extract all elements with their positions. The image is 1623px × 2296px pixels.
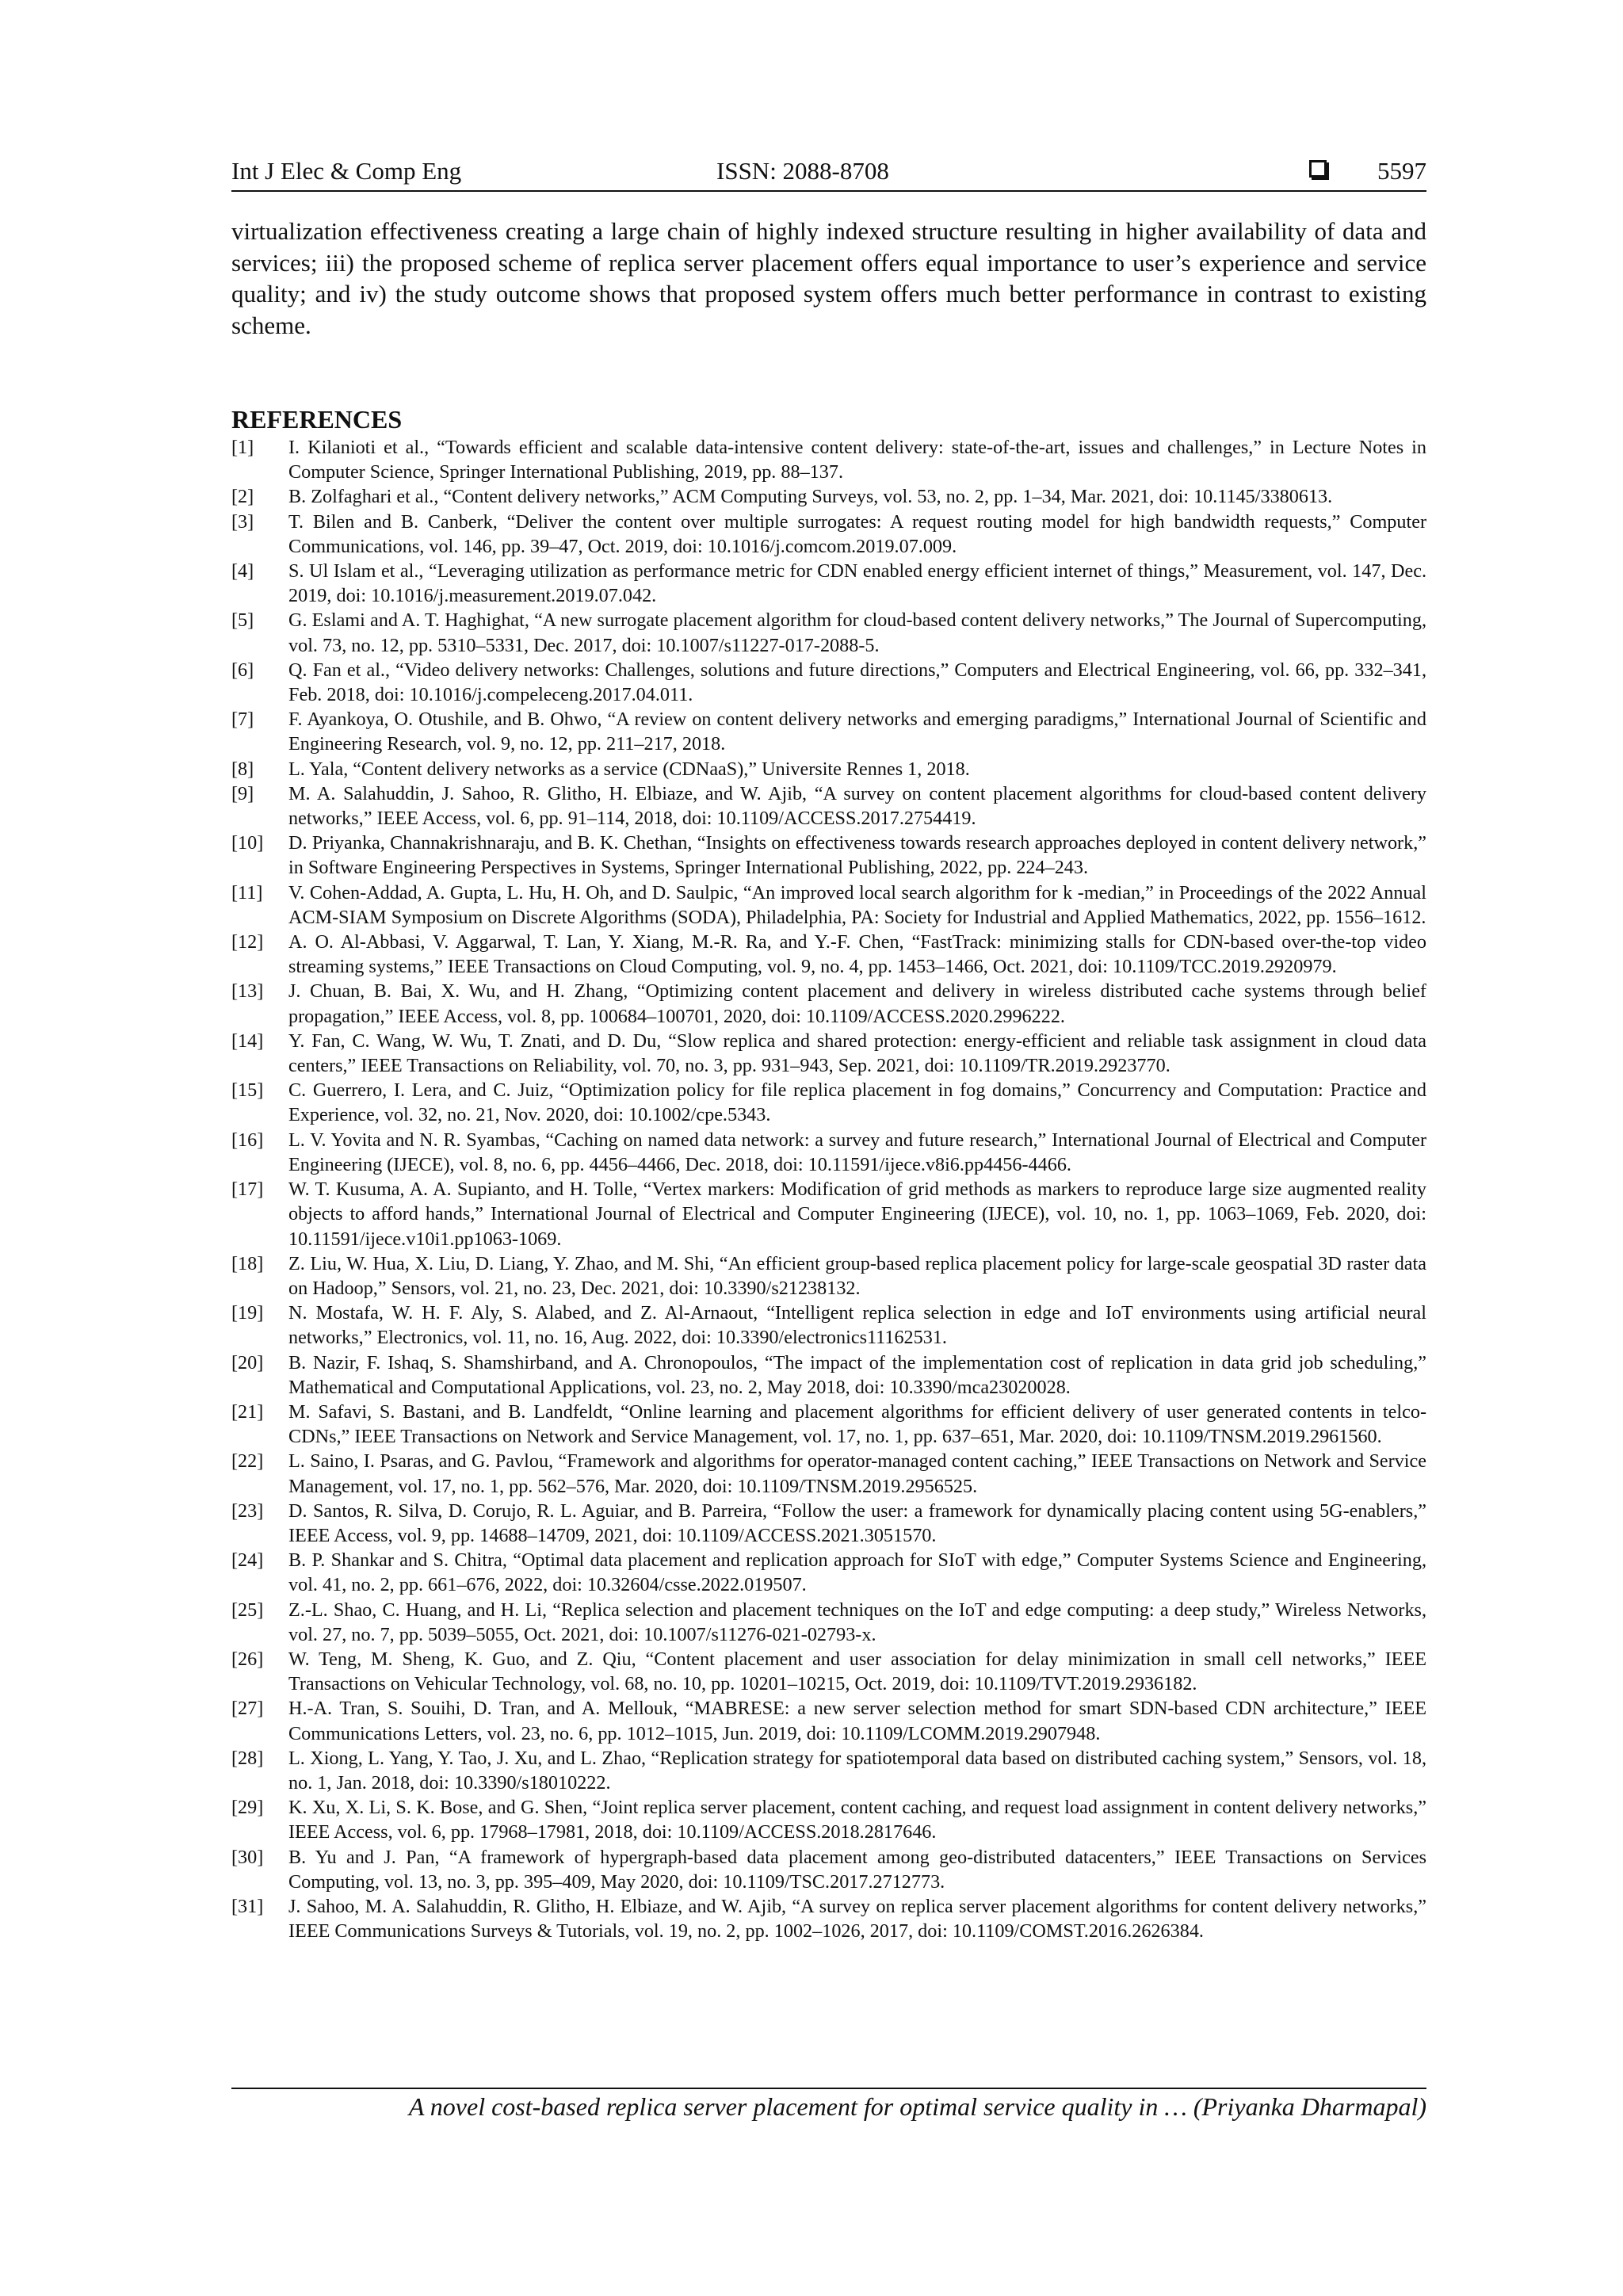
reference-text: Y. Fan, C. Wang, W. Wu, T. Znati, and D. Du, “Slow replica and shared protection: energy-efficient and reliable task assignment in cloud data centers,” IEEE Transactions on Reliability, vol. 70, no. 3, pp. 931–943, Sep. 2021, doi: 10.1109/TR.2019.2923770. bbox=[288, 1030, 1426, 1077]
reference-item bbox=[231, 1548, 1426, 1597]
reference-item bbox=[231, 781, 1426, 831]
reference-item bbox=[231, 831, 1426, 880]
reference-number: [6] bbox=[231, 659, 254, 681]
reference-text: W. Teng, M. Sheng, K. Guo, and Z. Qiu, “Content placement and user association for delay minimization in small cell networks,” IEEE Transactions on Vehicular Technology, vol. 68, no. 10, pp. 10201–10215, Oct. 2019, doi: 10.1109/TVT.2019.2936182. bbox=[288, 1648, 1426, 1695]
issn-label: ISSN: 2088-8708 bbox=[716, 157, 889, 185]
body-paragraph: virtualization effectiveness creating a large chain of highly indexed structure resulting in higher availability of data and services; iii) the proposed scheme of replica server placement offers equal importance to user’s experience and service quality; and iv) the study outcome shows that proposed system offers much better performance in contrast to existing scheme. bbox=[231, 217, 1426, 339]
reference-number: [1] bbox=[231, 437, 254, 458]
reference-item bbox=[231, 1845, 1426, 1894]
reference-item bbox=[231, 1696, 1426, 1745]
reference-text: Z.-L. Shao, C. Huang, and H. Li, “Replica selection and placement techniques on the IoT and edge computing: a deep study,” Wireless Networks, vol. 27, no. 7, pp. 5039–5055, Oct. 2021, doi: 10.1007/s11276-021-02793-x. bbox=[288, 1599, 1426, 1645]
reference-number: [22] bbox=[231, 1450, 264, 1473]
reference-item bbox=[231, 1598, 1426, 1647]
reference-number: [12] bbox=[231, 931, 264, 953]
reference-number: [14] bbox=[231, 1030, 264, 1052]
reference-text: D. Priyanka, Channakrishnaraju, and B. K. Chethan, “Insights on effectiveness towards research approaches deployed in content delivery network,” in Software Engineering Perspectives in Systems, Springer International Publishing, 2022, pp. 224–243. bbox=[288, 832, 1426, 879]
reference-number: [5] bbox=[231, 609, 254, 632]
reference-number: [27] bbox=[231, 1698, 264, 1720]
reference-item bbox=[231, 1499, 1426, 1548]
reference-text: Q. Fan et al., “Video delivery networks: Challenges, solutions and future directions,” Computers and Electrical Engineering, vol. 66, pp. 332–341, Feb. 2018, doi: 10.1016/j.compeleceng.2017.04.011. bbox=[288, 659, 1426, 706]
reference-number: [25] bbox=[231, 1599, 264, 1621]
reference-item bbox=[231, 435, 1426, 484]
reference-item bbox=[231, 881, 1426, 930]
reference-number: [20] bbox=[231, 1351, 264, 1373]
reference-number: [26] bbox=[231, 1648, 264, 1670]
reference-text: L. Yala, “Content delivery networks as a service (CDNaaS),” Universite Rennes 1, 2018. bbox=[288, 758, 970, 780]
reference-item bbox=[231, 1078, 1426, 1127]
header-divider bbox=[231, 190, 1426, 192]
reference-number: [9] bbox=[231, 782, 254, 804]
reference-item bbox=[231, 1746, 1426, 1795]
reference-number: [19] bbox=[231, 1302, 264, 1324]
reference-number: [30] bbox=[231, 1846, 264, 1868]
running-footer: A novel cost-based replica server placement for optimal service quality in … (Priyanka Dharmapal) bbox=[408, 2092, 1426, 2121]
reference-item bbox=[231, 1128, 1426, 1177]
reference-text: L. V. Yovita and N. R. Syambas, “Caching on named data network: a survey and future research,” International Journal of Electrical and Computer Engineering (IJECE), vol. 8, no. 6, pp. 4456–4466, Dec. 2018, doi: 10.11591/ijece.v8i6.pp4456-4466. bbox=[288, 1129, 1426, 1175]
reference-number: [31] bbox=[231, 1895, 264, 1917]
reference-number: [10] bbox=[231, 832, 264, 854]
reference-number: [11] bbox=[231, 881, 263, 904]
reference-item bbox=[231, 559, 1426, 608]
reference-text: K. Xu, X. Li, S. K. Bose, and G. Shen, “Joint replica server placement, content caching, and request load assignment in content delivery networks,” IEEE Access, vol. 6, pp. 17968–17981, 2018, doi: 10.1109/ACCESS.2018.2817646. bbox=[288, 1797, 1426, 1843]
reference-item bbox=[231, 510, 1426, 559]
reference-item bbox=[231, 1647, 1426, 1696]
reference-item bbox=[231, 1795, 1426, 1844]
page-number: 5597 bbox=[1377, 157, 1426, 185]
reference-number: [4] bbox=[231, 560, 254, 583]
reference-text: N. Mostafa, W. H. F. Aly, S. Alabed, and Z. Al-Arnaout, “Intelligent replica selection in edge and IoT environments using artificial neural networks,” Electronics, vol. 11, no. 16, Aug. 2022, doi: 10.3390/electronics11162531. bbox=[288, 1302, 1426, 1349]
reference-item bbox=[231, 484, 1426, 509]
reference-number: [3] bbox=[231, 510, 254, 533]
reference-number: [16] bbox=[231, 1129, 264, 1151]
references-heading: REFERENCES bbox=[231, 405, 403, 434]
reference-text: F. Ayankoya, O. Otushile, and B. Ohwo, “A review on content delivery networks and emerging paradigms,” International Journal of Scientific and Engineering Research, vol. 9, no. 12, pp. 211–217, 2018. bbox=[288, 709, 1426, 755]
reference-text: A. O. Al-Abbasi, V. Aggarwal, T. Lan, Y. Xiang, M.-R. Ra, and Y.-F. Chen, “FastTrack: minimizing stalls for CDN-based over-the-top video streaming systems,” IEEE Transactions on Cloud Computing, vol. 9, no. 4, pp. 1453–1466, Oct. 2021, doi: 10.1109/TCC.2019.2920979. bbox=[288, 931, 1426, 978]
reference-text: M. Safavi, S. Bastani, and B. Landfeldt, “Online learning and placement algorithms for efficient delivery of user generated contents in telco-CDNs,” IEEE Transactions on Network and Service Management, vol. 17, no. 1, pp. 637–651, Mar. 2020, doi: 10.1109/TNSM.2019.2961560. bbox=[288, 1400, 1426, 1448]
reference-text: Z. Liu, W. Hua, X. Liu, D. Liang, Y. Zhao, and M. Shi, “An efficient group-based replica placement policy for large-scale geospatial 3D raster data on Hadoop,” Sensors, vol. 21, no. 23, Dec. 2021, doi: 10.3390/s21238132. bbox=[288, 1252, 1426, 1299]
reference-text: H.-A. Tran, S. Souihi, D. Tran, and A. Mellouk, “MABRESE: a new server selection method for smart SDN-based CDN architecture,” IEEE Communications Letters, vol. 23, no. 6, pp. 1012–1015, Jun. 2019, doi: 10.1109/LCOMM.2019.2907948. bbox=[288, 1698, 1426, 1744]
reference-item bbox=[231, 930, 1426, 979]
reference-item bbox=[231, 1251, 1426, 1301]
reference-number: [28] bbox=[231, 1747, 264, 1769]
reference-item bbox=[231, 1449, 1426, 1498]
reference-text: L. Xiong, L. Yang, Y. Tao, J. Xu, and L. Zhao, “Replication strategy for spatiotemporal data based on distributed caching system,” Sensors, vol. 18, no. 1, Jan. 2018, doi: 10.3390/s18010222. bbox=[288, 1747, 1426, 1794]
reference-text: I. Kilanioti et al., “Towards efficient and scalable data-intensive content delivery: state-of-the-art, issues and challenges,” in Lecture Notes in Computer Science, Springer International Publishing, 2019, pp. 88–137. bbox=[288, 437, 1426, 483]
reference-item bbox=[231, 1400, 1426, 1449]
reference-text: C. Guerrero, I. Lera, and C. Juiz, “Optimization policy for file replica placement in fog domains,” Concurrency and Computation: Practice and Experience, vol. 32, no. 21, Nov. 2020, doi: 10.1002/cpe.5343. bbox=[288, 1079, 1426, 1126]
reference-number: [23] bbox=[231, 1499, 264, 1522]
reference-number: [8] bbox=[231, 758, 254, 780]
footer-divider bbox=[231, 2088, 1426, 2089]
reference-text: B. Yu and J. Pan, “A framework of hypergraph-based data placement among geo-distributed datacenters,” IEEE Transactions on Services Computing, vol. 13, no. 3, pp. 395–409, May 2020, doi: 10.1109/TSC.2017.2712773. bbox=[288, 1846, 1426, 1893]
reference-number: [13] bbox=[231, 980, 264, 1003]
reference-text: B. P. Shankar and S. Chitra, “Optimal data placement and replication approach for SIoT with edge,” Computer Systems Science and Engineering, vol. 41, no. 2, pp. 661–676, 2022, doi: 10.32604/csse.2022.019507. bbox=[288, 1549, 1426, 1596]
reference-item bbox=[231, 979, 1426, 1028]
reference-item bbox=[231, 1350, 1426, 1400]
reference-number: [7] bbox=[231, 709, 254, 731]
reference-number: [18] bbox=[231, 1252, 264, 1274]
reference-item bbox=[231, 1029, 1426, 1078]
reference-number: [2] bbox=[231, 486, 254, 508]
reference-text: S. Ul Islam et al., “Leveraging utilization as performance metric for CDN enabled energy efficient internet of things,” Measurement, vol. 147, Dec. 2019, doi: 10.1016/j.measurement.2019.07.042. bbox=[288, 560, 1426, 607]
reference-text: W. T. Kusuma, A. A. Supianto, and H. Tolle, “Vertex markers: Modification of grid methods as markers to reproduce large size augmented reality objects to afford hands,” International Journal of Electrical and Computer Engineering (IJECE), vol. 10, no. 1, pp. 1063–1069, Feb. 2020, doi: 10.11591/ijece.v10i1.pp1063-1069. bbox=[288, 1179, 1426, 1250]
reference-number: [21] bbox=[231, 1400, 264, 1423]
reference-list bbox=[231, 435, 1426, 1943]
reference-text: J. Sahoo, M. A. Salahuddin, R. Glitho, H. Elbiaze, and W. Ajib, “A survey on replica server placement algorithms for content delivery networks,” IEEE Communications Surveys & Tutorials, vol. 19, no. 2, pp. 1002–1026, 2017, doi: 10.1109/COMST.2016.2626384. bbox=[288, 1895, 1426, 1943]
reference-item bbox=[231, 658, 1426, 707]
reference-item bbox=[231, 1301, 1426, 1350]
reference-text: J. Chuan, B. Bai, X. Wu, and H. Zhang, “Optimizing content placement and delivery in wireless distributed cache systems through belief propagation,” IEEE Access, vol. 8, pp. 100684–100701, 2020, doi: 10.1109/ACCESS.2020.2996222. bbox=[288, 980, 1426, 1027]
reference-text: L. Saino, I. Psaras, and G. Pavlou, “Framework and algorithms for operator-managed content caching,” IEEE Transactions on Network and Service Management, vol. 17, no. 1, pp. 562–576, Mar. 2020, doi: 10.1109/TNSM.2019.2956525. bbox=[288, 1450, 1426, 1497]
reference-item bbox=[231, 1894, 1426, 1943]
reference-text: V. Cohen-Addad, A. Gupta, L. Hu, H. Oh, and D. Saulpic, “An improved local search algorithm for k -median,” in Proceedings of the 2022 Annual ACM-SIAM Symposium on Discrete Algorithms (SODA), Philadelphia, PA: Society for Industrial and Applied Mathematics, 2022, pp. 1556–1612. bbox=[288, 881, 1426, 928]
reference-item bbox=[231, 1177, 1426, 1251]
reference-text: B. Zolfaghari et al., “Content delivery networks,” ACM Computing Surveys, vol. 53, no. 2, pp. 1–34, Mar. 2021, doi: 10.1145/3380613. bbox=[288, 486, 1333, 508]
reference-text: G. Eslami and A. T. Haghighat, “A new surrogate placement algorithm for cloud-based content delivery networks,” The Journal of Supercomputing, vol. 73, no. 12, pp. 5310–5331, Dec. 2017, doi: 10.1007/s11227-017-2088-5. bbox=[288, 609, 1426, 656]
reference-item bbox=[231, 757, 1426, 781]
reference-number: [15] bbox=[231, 1079, 264, 1102]
reference-text: M. A. Salahuddin, J. Sahoo, R. Glitho, H. Elbiaze, and W. Ajib, “A survey on content placement algorithms for cloud-based content delivery networks,” IEEE Access, vol. 6, pp. 91–114, 2018, doi: 10.1109/ACCESS.2017.2754419. bbox=[288, 782, 1426, 830]
reference-text: D. Santos, R. Silva, D. Corujo, R. L. Aguiar, and B. Parreira, “Follow the user: a framework for dynamically placing content using 5G-enablers,” IEEE Access, vol. 9, pp. 14688–14709, 2021, doi: 10.1109/ACCESS.2021.3051570. bbox=[288, 1499, 1426, 1546]
reference-item bbox=[231, 608, 1426, 657]
journal-name: Int J Elec & Comp Eng bbox=[231, 157, 462, 185]
reference-text: T. Bilen and B. Canberk, “Deliver the content over multiple surrogates: A request routing model for high bandwidth requests,” Computer Communications, vol. 146, pp. 39–47, Oct. 2019, doi: 10.1016/j.comcom.2019.07.009. bbox=[288, 510, 1426, 557]
reference-number: [24] bbox=[231, 1549, 264, 1572]
reference-number: [29] bbox=[231, 1797, 264, 1819]
square-icon bbox=[1309, 160, 1327, 178]
reference-text: B. Nazir, F. Ishaq, S. Shamshirband, and A. Chronopoulos, “The impact of the implementation cost of replication in data grid job scheduling,” Mathematical and Computational Applications, vol. 23, no. 2, May 2018, doi: 10.3390/mca23020028. bbox=[288, 1351, 1426, 1398]
reference-item bbox=[231, 707, 1426, 756]
reference-number: [17] bbox=[231, 1179, 264, 1201]
running-header bbox=[231, 155, 1426, 187]
